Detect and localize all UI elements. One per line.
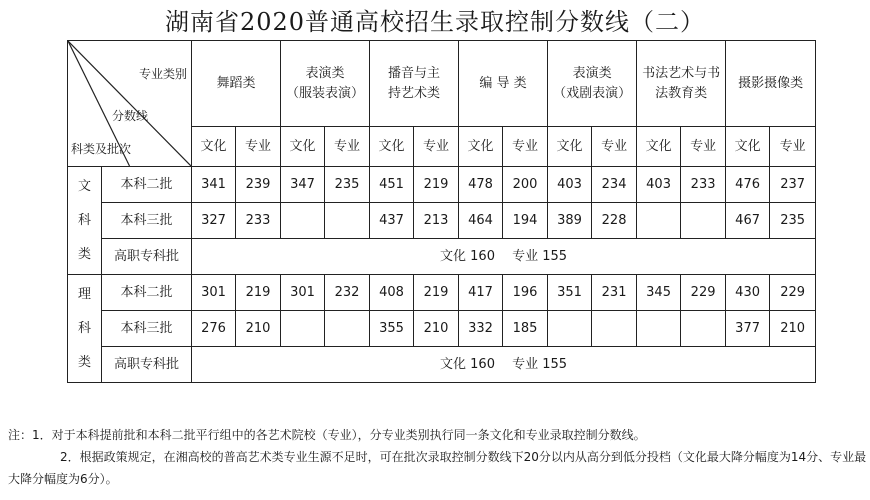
subheader-zhuanye: 专业 (236, 127, 281, 167)
category-header: 编 导 类 (459, 41, 548, 127)
score-cell: 237 (770, 167, 816, 203)
score-cell: 476 (726, 167, 770, 203)
score-cell: 464 (459, 203, 503, 239)
footnote: 2．根据政策规定，在湘高校的普高艺术类专业生源不足时，可在批次录取控制分数线下20分以内从高分到低分投档（文化最大降分幅度为14分、专业最大降分幅度为6分）。 (8, 450, 867, 486)
score-cell (592, 311, 637, 347)
table-row (68, 275, 816, 311)
score-cell: 345 (637, 275, 681, 311)
score-cell: 229 (770, 275, 816, 311)
score-cell: 239 (236, 167, 281, 203)
score-cell: 327 (192, 203, 236, 239)
score-cell: 301 (192, 275, 236, 311)
score-cell (548, 311, 592, 347)
score-cell: 408 (370, 275, 414, 311)
row-label: 本科三批 (102, 311, 192, 347)
subheader-zhuanye: 专业 (681, 127, 726, 167)
score-cell: 234 (592, 167, 637, 203)
score-cell: 219 (414, 167, 459, 203)
score-cell: 219 (414, 275, 459, 311)
category-header: 表演类 （戏剧表演） (548, 41, 637, 127)
category-header: 播音与主 持艺术类 (370, 41, 459, 127)
score-cell: 185 (503, 311, 548, 347)
score-cell (637, 311, 681, 347)
score-cell: 196 (503, 275, 548, 311)
subheader-zhuanye: 专业 (325, 127, 370, 167)
score-cell: 210 (770, 311, 816, 347)
row-label: 高职专科批 (102, 239, 192, 275)
score-cell (325, 203, 370, 239)
score-cell: 235 (770, 203, 816, 239)
score-cell: 210 (236, 311, 281, 347)
table-row (68, 347, 816, 383)
table-row (68, 239, 816, 275)
table-row (68, 203, 816, 239)
score-cell: 355 (370, 311, 414, 347)
score-cell: 377 (726, 311, 770, 347)
row-label: 高职专科批 (102, 347, 192, 383)
table-row (68, 167, 816, 203)
subheader-wenhua: 文化 (192, 127, 236, 167)
footnotes (8, 424, 868, 490)
score-cell: 210 (414, 311, 459, 347)
section-label-like: 理 科 类 (68, 275, 102, 383)
score-cell: 437 (370, 203, 414, 239)
score-cell: 341 (192, 167, 236, 203)
score-cell: 232 (325, 275, 370, 311)
score-cell (681, 311, 726, 347)
category-header: 表演类 （服装表演） (281, 41, 370, 127)
score-cell: 233 (681, 167, 726, 203)
score-cell: 467 (726, 203, 770, 239)
score-cell: 200 (503, 167, 548, 203)
score-cell: 430 (726, 275, 770, 311)
score-cell: 235 (325, 167, 370, 203)
score-cell (281, 203, 325, 239)
score-cell: 451 (370, 167, 414, 203)
score-cell: 389 (548, 203, 592, 239)
score-cell (281, 311, 325, 347)
subheader-zhuanye: 专业 (414, 127, 459, 167)
row-label: 本科二批 (102, 275, 192, 311)
row-label: 本科三批 (102, 203, 192, 239)
score-cell: 417 (459, 275, 503, 311)
diagonal-header-cell (68, 41, 192, 167)
subheader-wenhua: 文化 (726, 127, 770, 167)
subheader-zhuanye: 专业 (592, 127, 637, 167)
diag-label-category: 专业类别 (138, 67, 187, 81)
category-header: 书法艺术与书 法教育类 (637, 41, 726, 127)
category-header: 舞蹈类 (192, 41, 281, 127)
score-cell: 332 (459, 311, 503, 347)
row-label: 本科二批 (102, 167, 192, 203)
score-cell: 301 (281, 275, 325, 311)
score-cell: 403 (637, 167, 681, 203)
subheader-wenhua: 文化 (459, 127, 503, 167)
score-cell: 403 (548, 167, 592, 203)
score-cell: 229 (681, 275, 726, 311)
score-cell: 351 (548, 275, 592, 311)
score-cell: 228 (592, 203, 637, 239)
score-cell: 276 (192, 311, 236, 347)
diag-label-batch: 科类及批次 (71, 142, 132, 156)
gaozhi-score-cell: 文化 160 专业 155 (192, 239, 816, 275)
gaozhi-score-cell: 文化 160 专业 155 (192, 347, 816, 383)
score-cell: 213 (414, 203, 459, 239)
score-cell (325, 311, 370, 347)
score-cell: 233 (236, 203, 281, 239)
table-row (68, 311, 816, 347)
section-label-wenke: 文 科 类 (68, 167, 102, 275)
diag-label-score: 分数线 (112, 109, 149, 123)
score-cell: 347 (281, 167, 325, 203)
subheader-zhuanye: 专业 (503, 127, 548, 167)
score-table (67, 40, 816, 383)
subheader-wenhua: 文化 (281, 127, 325, 167)
subheader-wenhua: 文化 (637, 127, 681, 167)
subheader-wenhua: 文化 (370, 127, 414, 167)
page-title: 湖南省2020普通高校招生录取控制分数线（二） (164, 8, 706, 36)
score-cell: 231 (592, 275, 637, 311)
header-row (68, 41, 816, 127)
footnote: 注：1．对于本科提前批和本科二批平行组中的各艺术院校（专业），分专业类别执行同一条文化和专业录取控制分数线。 (8, 428, 646, 442)
score-cell (637, 203, 681, 239)
score-cell: 194 (503, 203, 548, 239)
score-cell: 219 (236, 275, 281, 311)
score-cell: 478 (459, 167, 503, 203)
subheader-wenhua: 文化 (548, 127, 592, 167)
subheader-zhuanye: 专业 (770, 127, 816, 167)
category-header: 摄影摄像类 (726, 41, 816, 127)
score-cell (681, 203, 726, 239)
